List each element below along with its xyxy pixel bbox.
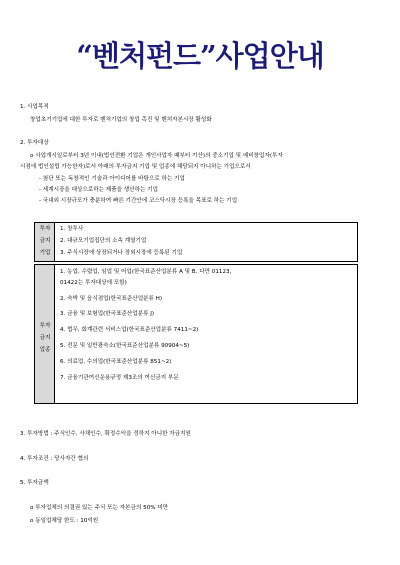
- section-2-criterion-1: - 첨단 또는 독창적인 기술과 아이디어를 바탕으로 하는 기업: [39, 176, 185, 182]
- table-row: 7. 금융기관여신운용규정 제3조의 여신금지 부문: [60, 375, 179, 381]
- header-label: 업종: [39, 347, 51, 353]
- section-4-heading: 4. 투자조건 : 당사자간 협의: [20, 456, 89, 462]
- page-title: “벤처펀드”사업안내: [76, 39, 324, 73]
- section-2-criterion-2: - 세계시장을 대상으로하는 제품을 생산하는 기업: [39, 187, 158, 193]
- table-row: 3. 금융 및 보험업(한국표준산업분류 J): [60, 311, 155, 317]
- prohibited-companies-table: [34, 222, 358, 262]
- table-row: 4. 법무, 회계관련 서비스업(한국표준산업분류 7411~2): [60, 327, 199, 333]
- section-2-line-2: 시점에 법인설립 가능한자)로서 아래의 투자금지 기업 및 업종에 해당되지 아니하는 기업으로서: [20, 164, 251, 170]
- prohibited-companies-header: [35, 223, 55, 261]
- table-row: 2. 대규모기업집단의 소속 계열기업: [60, 238, 147, 244]
- table-row: 1. 창투사: [60, 226, 84, 232]
- section-2-line-1: o 사업개시일로부터 3년 이내(법인전환 기업은 개인사업자 때부터 기산)의 중소기업 및 예비창업자(투자: [30, 153, 283, 159]
- section-1-body: 창업초기기업에 대한 투자로 벤처기업의 창업 촉진 및 벤처자본시장 활성화: [30, 117, 212, 123]
- section-5-line-1: o 투자업체의 의결권 있는 주식 또는 자본금의 50% 미만: [30, 505, 169, 511]
- section-2-heading: 2. 투자대상: [20, 140, 49, 146]
- prohibited-industries-table: [34, 264, 358, 404]
- header-label: 투자: [39, 323, 51, 329]
- table-row: 3. 주식시장에 상장되거나 장외시장에 등록된 기업: [60, 250, 183, 256]
- section-5-line-2: o 동일업체당 한도 : 10억원: [30, 518, 99, 524]
- table-row: 2. 숙박 및 음식점업(한국표준산업분류 H): [60, 296, 163, 302]
- table-row: 5. 전문 및 일반광숙소(한국표준산업분류 90904~5): [60, 343, 190, 349]
- header-label: 금지: [39, 238, 51, 244]
- section-2-criterion-3: - 국내외 시장규모가 충분하여 빠른 기간안에 코스닥시장 등록을 목표로 하는 기업: [39, 198, 238, 204]
- section-5-heading: 5. 투자금액: [20, 480, 49, 486]
- table-row: 1. 농업, 수렵업, 임업 및 어업(한국표준산업분류 A 및 B, 다만 01123,: [60, 269, 232, 275]
- section-1-heading: 1. 사업목적: [20, 104, 49, 110]
- header-label: 투자: [39, 226, 51, 232]
- header-label: 금지: [39, 335, 51, 341]
- table-row: 6. 의료업, 수의업(한국표준산업분류 851~2): [60, 359, 172, 365]
- table-row: 01422는 투자대상에 포함): [60, 280, 127, 286]
- prohibited-industries-header: [35, 265, 55, 403]
- section-3-heading: 3. 투자방법 : 주식인수, 사채인수, 확정수익을 정하지 아니한 자금지원: [20, 431, 191, 437]
- header-label: 기업: [39, 250, 51, 256]
